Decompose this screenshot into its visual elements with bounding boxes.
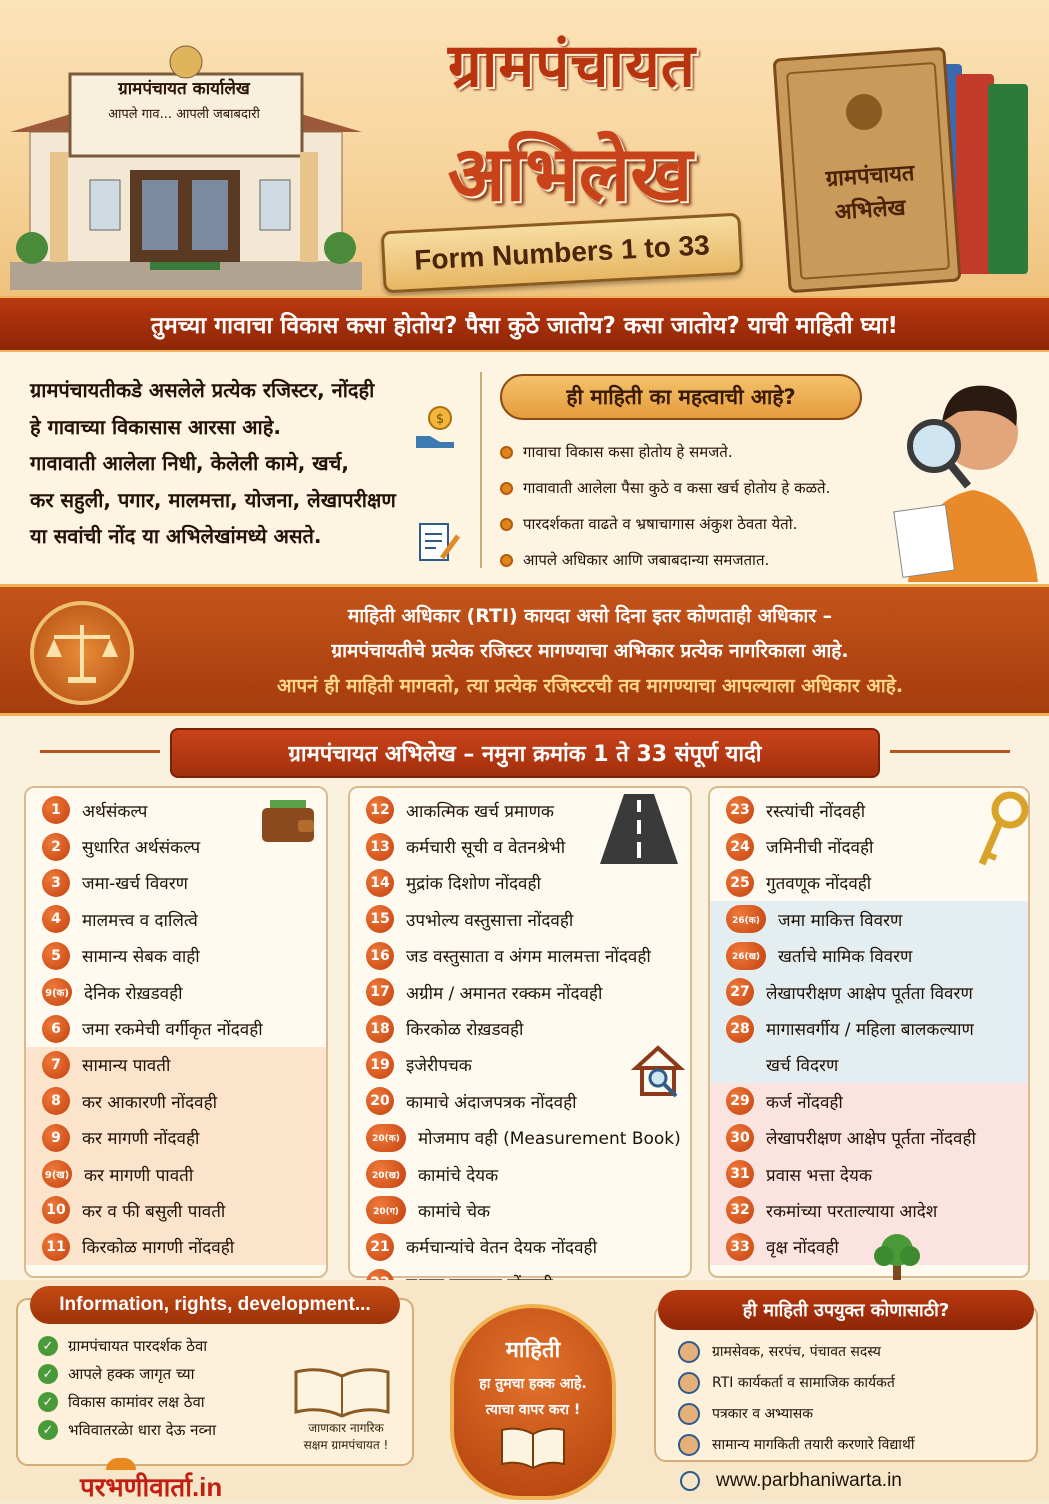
record-name: लेखापरीक्षण आक्षेप पूर्तता नोंदवही bbox=[766, 1129, 976, 1150]
list-item bbox=[26, 1010, 326, 1046]
record-number-badge: 25 bbox=[726, 869, 754, 897]
info-line: गावावाती आलेला निधी, केलेली कामे, खर्च, bbox=[30, 451, 349, 475]
record-number-badge: 6 bbox=[42, 1015, 70, 1043]
record-name: जमा रकमेची वर्गीकृत नोंदवही bbox=[82, 1020, 263, 1041]
site-logo[interactable]: परभणीवार्ता.in bbox=[80, 1472, 223, 1502]
info-line: ग्रामपंचायतीकडे असलेले प्रत्येक रजिस्टर, नोंदही bbox=[30, 378, 375, 402]
check-icon: ✓ bbox=[38, 1392, 58, 1412]
record-name: अग्रीम / अमानत रक्कम नोंदवही bbox=[406, 983, 603, 1004]
rights-circle bbox=[450, 1304, 616, 1500]
list-item bbox=[710, 1010, 1028, 1046]
website-link[interactable] bbox=[680, 1470, 902, 1492]
record-number-badge: 8 bbox=[42, 1087, 70, 1115]
record-name: कर मागणी नोंदवही bbox=[82, 1129, 200, 1150]
record-number-badge: 9(ख) bbox=[42, 1160, 72, 1188]
open-book-icon bbox=[292, 1366, 392, 1418]
record-number-badge: 9 bbox=[42, 1124, 70, 1152]
list-item bbox=[350, 974, 690, 1010]
record-name: कर आकारणी नोंदवही bbox=[82, 1092, 218, 1113]
record-number-badge: 2 bbox=[42, 833, 70, 861]
list-item bbox=[710, 1120, 1028, 1156]
list-item bbox=[350, 1010, 690, 1046]
record-name: कर व फी बसुली पावती bbox=[82, 1201, 226, 1222]
list-item bbox=[710, 938, 1028, 974]
record-name: सुधारित अर्थसंकल्प bbox=[82, 838, 201, 859]
record-name: सामान्य सेबक वाही bbox=[82, 947, 200, 968]
record-name: कर मागणी पावती bbox=[84, 1165, 194, 1186]
person-icon bbox=[678, 1403, 700, 1425]
record-number-badge: 10 bbox=[42, 1196, 70, 1224]
record-number-badge: 26(क) bbox=[726, 905, 766, 933]
list-item bbox=[350, 1120, 690, 1156]
building-sign-subtitle: आपले गाव... आपली जबाबदारी bbox=[108, 107, 260, 122]
info-section bbox=[0, 352, 1049, 584]
open-book-icon bbox=[500, 1426, 566, 1470]
useful-text: पत्रकार व अभ्यासक bbox=[712, 1406, 813, 1422]
list-item bbox=[26, 1156, 326, 1192]
record-name: कर्मचारी सूची व वेतनश्रेभी bbox=[406, 838, 566, 859]
record-name: जमिनीची नोंदवही bbox=[766, 838, 874, 859]
ornament-line bbox=[40, 750, 160, 753]
records-list-section bbox=[0, 716, 1049, 1280]
house-search-icon bbox=[632, 1044, 686, 1098]
record-name: प्रवास भत्ता देयक bbox=[766, 1165, 872, 1186]
list-item bbox=[38, 1360, 216, 1388]
record-name: किरकोळ रोख़डवही bbox=[406, 1020, 524, 1041]
list-item bbox=[678, 1367, 914, 1398]
checks-list bbox=[38, 1332, 216, 1444]
book-title-line1: ग्रामपंचायत bbox=[824, 159, 916, 193]
record-name: आकत्मिक खर्च प्रमाणक bbox=[406, 801, 554, 822]
check-text: भविवातरळेा धारा देऊ नव्ना bbox=[68, 1421, 216, 1439]
why-point: गावावाती आलेला पैसा कुठे व कसा खर्च होतोय हे कळते. bbox=[523, 479, 831, 497]
record-name: देनिक रोख़डवही bbox=[84, 983, 183, 1004]
record-number-badge: 13 bbox=[366, 833, 394, 861]
records-column-1 bbox=[24, 786, 328, 1278]
check-icon: ✓ bbox=[38, 1364, 58, 1384]
list-item bbox=[710, 974, 1028, 1010]
list-item bbox=[38, 1332, 216, 1360]
road-icon bbox=[598, 794, 680, 864]
list-item bbox=[26, 1120, 326, 1156]
useful-text: सामान्य मागकिती तयारी करणारे विद्यार्थी bbox=[712, 1437, 915, 1453]
building-sign-title: ग्रामपंचायत कार्यालेख bbox=[118, 79, 250, 99]
list-item bbox=[26, 901, 326, 937]
list-item bbox=[26, 865, 326, 901]
check-text: आपले हक्क जागृत च्या bbox=[68, 1365, 195, 1383]
record-number-badge: 32 bbox=[726, 1196, 754, 1224]
list-item bbox=[26, 1229, 326, 1265]
list-item bbox=[710, 1047, 1028, 1083]
record-name: मालमत्त्व व दालित्वे bbox=[82, 910, 198, 931]
list-item bbox=[678, 1398, 914, 1429]
list-item bbox=[710, 901, 1028, 937]
person-icon bbox=[678, 1372, 700, 1394]
rti-line: ग्रामपंचायतीचे प्रत्येक रजिस्टर मागण्याचा अभिकार प्रत्येक नागरिकाला आहे. bbox=[331, 640, 849, 662]
why-point: गावाचा विकास कसा होतोय हे समजते. bbox=[523, 443, 733, 461]
rti-section bbox=[0, 584, 1049, 716]
why-point: आपले अधिकार आणि जबाबदान्या समजतात. bbox=[523, 551, 770, 569]
list-item bbox=[710, 1229, 1028, 1265]
list-item bbox=[26, 1047, 326, 1083]
form-numbers-ribbon: Form Numbers 1 to 33 bbox=[381, 213, 744, 294]
list-item bbox=[350, 938, 690, 974]
record-name: कामाचे अंदाजपत्रक नोंदवही bbox=[406, 1092, 577, 1113]
records-list-title: ग्रामपंचायत अभिलेख – नमुना क्रमांक 1 ते 33 संपूर्ण यादी bbox=[170, 728, 880, 778]
website-url[interactable]: www.parbhaniwarta.in bbox=[716, 1470, 902, 1491]
why-important-title: ही माहिती का महत्वाची आहे? bbox=[500, 374, 862, 420]
record-number-badge: 4 bbox=[42, 905, 70, 933]
record-name: जमा-खर्च विवरण bbox=[82, 874, 188, 895]
record-name: कर्मचान्यांचे वेतन देयक नोंदवही bbox=[406, 1238, 597, 1259]
record-number-badge: 9(क) bbox=[42, 978, 72, 1006]
list-item bbox=[38, 1388, 216, 1416]
record-name: खर्च विदरण bbox=[766, 1056, 839, 1077]
info-line: हे गावाच्या विकासास आरसा आहे. bbox=[30, 414, 281, 439]
record-number-badge: 21 bbox=[366, 1233, 394, 1261]
book-title-line2: अभिलेख bbox=[833, 194, 907, 226]
useful-for-list bbox=[678, 1336, 914, 1460]
record-name: जड वस्तुसाता व अंगम मालमत्ता नोंदवही bbox=[406, 947, 651, 968]
record-number-badge: 23 bbox=[726, 796, 754, 824]
record-number-badge: 29 bbox=[726, 1087, 754, 1115]
list-item bbox=[26, 974, 326, 1010]
why-important-list bbox=[500, 434, 930, 578]
money-hand-icon bbox=[412, 404, 458, 450]
record-number-badge: 19 bbox=[366, 1051, 394, 1079]
record-name: उपभोल्य वस्तुसात्ता नोंदवही bbox=[406, 910, 574, 931]
list-item bbox=[500, 470, 930, 506]
list-item bbox=[38, 1416, 216, 1444]
record-name: वृक्ष नोंदवही bbox=[766, 1238, 839, 1259]
info-rights-title: Information, rights, development... bbox=[30, 1286, 400, 1324]
useful-for-title: ही माहिती उपयुक्त कोणासाठी? bbox=[658, 1290, 1034, 1330]
list-item bbox=[350, 1229, 690, 1265]
record-number-badge: 3 bbox=[42, 869, 70, 897]
tree-icon bbox=[872, 1232, 922, 1280]
record-number-badge: 30 bbox=[726, 1124, 754, 1152]
record-name: मोजमाप वही (Measurement Book) bbox=[418, 1129, 681, 1150]
record-name: मुद्रांक दिशोण नोंदवही bbox=[406, 874, 541, 895]
record-name: अर्थसंकल्प bbox=[82, 801, 148, 822]
record-number-badge: 12 bbox=[366, 796, 394, 824]
record-number-badge: 20(क) bbox=[366, 1124, 406, 1152]
list-item bbox=[350, 1156, 690, 1192]
list-item bbox=[350, 1192, 690, 1228]
footer bbox=[0, 1280, 1049, 1500]
pen-doc-icon bbox=[416, 520, 462, 566]
check-icon: ✓ bbox=[38, 1336, 58, 1356]
list-item bbox=[678, 1336, 914, 1367]
record-number-badge: 15 bbox=[366, 905, 394, 933]
main-title-line2: अभिलेख bbox=[447, 129, 693, 218]
record-number-badge: 33 bbox=[726, 1233, 754, 1261]
key-icon bbox=[976, 792, 1028, 874]
man-with-magnifier-illustration bbox=[898, 360, 1048, 582]
record-number-badge: 20(ग) bbox=[366, 1196, 406, 1224]
record-number-badge: 24 bbox=[726, 833, 754, 861]
record-number-badge: 31 bbox=[726, 1160, 754, 1188]
rti-line: माहिती अधिकार (RTI) कायदा असो दिना इतर कोणताही अधिकार – bbox=[347, 605, 833, 627]
record-number-badge: 5 bbox=[42, 942, 70, 970]
scales-icon bbox=[30, 601, 134, 705]
useful-text: RTI कार्यकर्ता व सामाजिक कार्यकर्त bbox=[712, 1375, 895, 1391]
header bbox=[0, 0, 1049, 296]
list-item bbox=[500, 542, 930, 578]
divider bbox=[480, 372, 482, 568]
record-name: रकमांच्या परताल्याया आदेश bbox=[766, 1201, 938, 1222]
bullet-icon bbox=[500, 554, 513, 567]
record-name: किरकोळ मागणी नोंदवही bbox=[82, 1238, 235, 1259]
record-name: कर्ज नोंदवही bbox=[766, 1092, 843, 1113]
bullet-icon bbox=[500, 446, 513, 459]
record-name: गुतवणूक नोंदवही bbox=[766, 874, 872, 895]
record-number-badge: 7 bbox=[42, 1051, 70, 1079]
ornament-line bbox=[890, 750, 1010, 753]
aware-citizen-text bbox=[276, 1420, 416, 1454]
record-number-badge: 20 bbox=[366, 1087, 394, 1115]
check-text: ग्रामपंचायत पारदर्शक ठेवा bbox=[68, 1337, 208, 1355]
useful-text: ग्रामसेवक, सरपंच, पंचावत सदस्य bbox=[712, 1344, 881, 1360]
record-name: सामान्य पावती bbox=[82, 1056, 171, 1077]
list-item bbox=[350, 901, 690, 937]
check-icon: ✓ bbox=[38, 1420, 58, 1440]
record-number-badge: 26(ख) bbox=[726, 942, 766, 970]
circle-title: माहिती bbox=[505, 1338, 561, 1363]
circle-line: त्याचा वापर करा ! bbox=[485, 1402, 581, 1418]
list-item bbox=[26, 938, 326, 974]
record-number-badge: 18 bbox=[366, 1015, 394, 1043]
record-number-badge: 28 bbox=[726, 1015, 754, 1043]
wallet-icon bbox=[260, 796, 316, 844]
aware-line: जाणकार नागरिक bbox=[308, 1421, 384, 1435]
info-line: या सवांची नोंद या अभिलेखांमध्ये असते. bbox=[30, 524, 322, 548]
main-title-line1: ग्रामपंचायत bbox=[448, 31, 696, 101]
record-number-badge: 14 bbox=[366, 869, 394, 897]
question-banner: तुमच्या गावाचा विकास कसा होतोय? पैसा कुठे जातोय? कसा जातोय? याची माहिती घ्या! bbox=[0, 296, 1049, 352]
info-line: कर सहुली, पगार, मालमत्ता, योजना, लेखापरीक्षण bbox=[30, 487, 396, 512]
check-text: विकास कामांवर लक्ष ठेवा bbox=[68, 1393, 205, 1411]
list-item bbox=[710, 1156, 1028, 1192]
list-item bbox=[26, 1192, 326, 1228]
record-name: कामांचे देयक bbox=[418, 1165, 499, 1186]
record-number-badge: 20(ख) bbox=[366, 1160, 406, 1188]
why-point: पारदर्शकता वाढते व भ्रषाचागास अंकुश ठेवता येतो. bbox=[523, 515, 798, 533]
record-name: लेखापरीक्षण आक्षेप पूर्तता विवरण bbox=[766, 983, 973, 1004]
list-item bbox=[26, 1083, 326, 1119]
svg-text:$: $ bbox=[435, 412, 445, 427]
person-icon bbox=[678, 1434, 700, 1456]
circle-line: हा तुमचा हक्क आहे. bbox=[479, 1376, 587, 1392]
list-item bbox=[678, 1429, 914, 1460]
rti-line: आपनं ही माहिती मागवतो, त्या प्रत्येक रजिस्टरची तव मागण्याचा आपल्याला अधिकार आहे. bbox=[276, 675, 904, 697]
record-name: इजेरीपचक bbox=[406, 1056, 472, 1077]
aware-line: सक्षम ग्रामपंचायत ! bbox=[303, 1438, 389, 1452]
bullet-icon bbox=[500, 482, 513, 495]
list-item bbox=[710, 1192, 1028, 1228]
list-item bbox=[500, 506, 930, 542]
record-number-badge: 27 bbox=[726, 978, 754, 1006]
person-icon bbox=[678, 1341, 700, 1363]
record-name: कामांचे चेक bbox=[418, 1201, 491, 1222]
record-name: जमा माकित्त विवरण bbox=[778, 910, 903, 931]
record-number-badge: 16 bbox=[366, 942, 394, 970]
record-name: रस्त्यांची नोंदवही bbox=[766, 801, 866, 822]
record-name: खर्ताचे मामिक विवरण bbox=[778, 947, 913, 968]
rti-text bbox=[150, 599, 1030, 704]
bullet-icon bbox=[500, 518, 513, 531]
info-paragraph bbox=[30, 372, 470, 555]
globe-icon bbox=[680, 1471, 700, 1491]
record-number-badge: 17 bbox=[366, 978, 394, 1006]
list-item bbox=[350, 865, 690, 901]
record-name: मागासवर्गीय / महिला बालकल्याण bbox=[766, 1020, 974, 1041]
record-number-badge: 1 bbox=[42, 796, 70, 824]
record-number-badge: 11 bbox=[42, 1233, 70, 1261]
list-item bbox=[500, 434, 930, 470]
list-item bbox=[710, 1083, 1028, 1119]
